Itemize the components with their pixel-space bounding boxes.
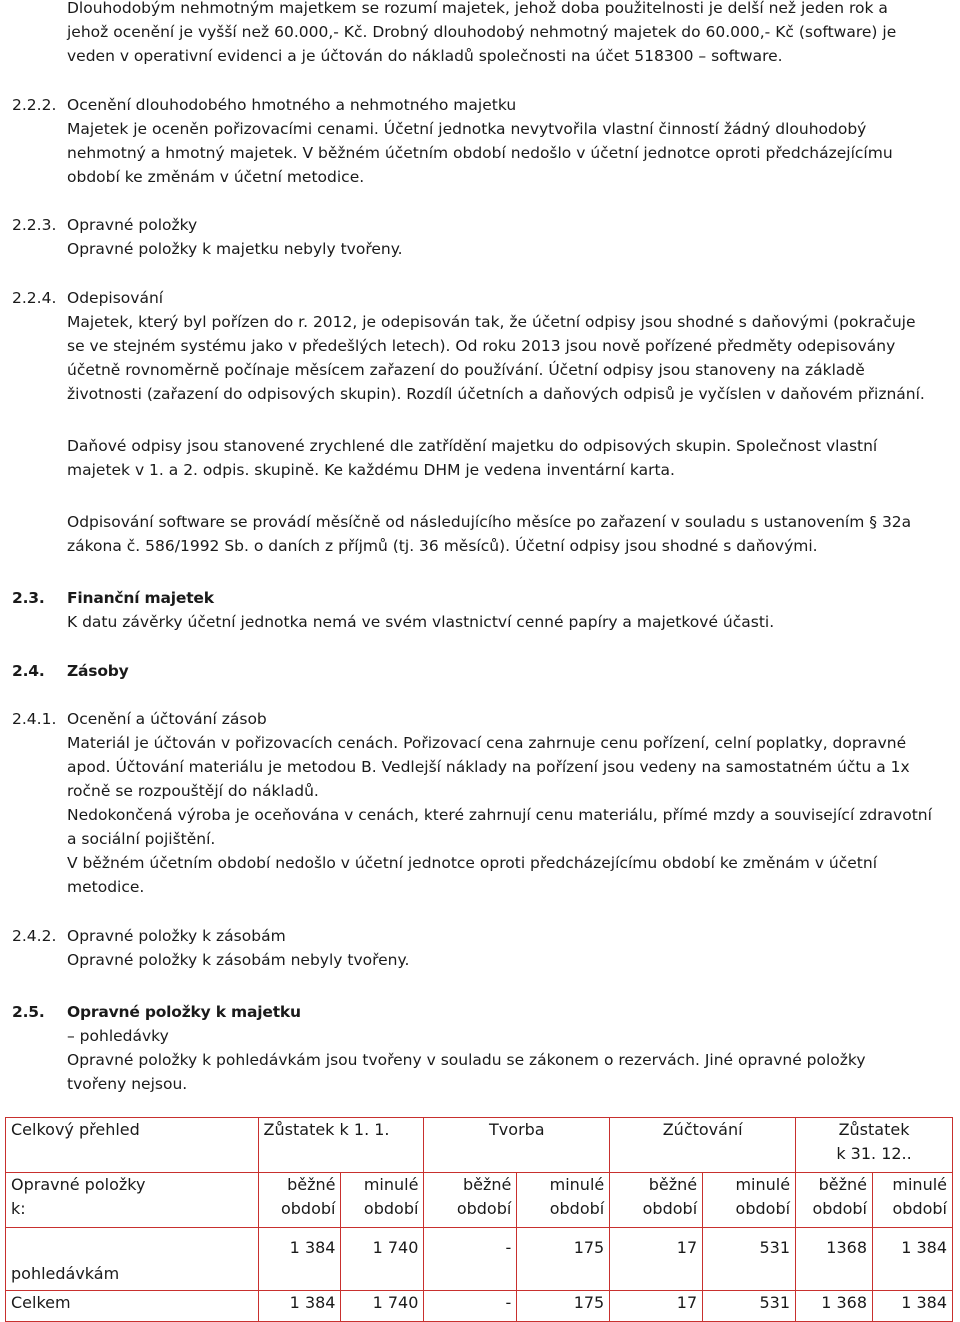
table-cell: 17 — [610, 1228, 703, 1291]
sub-label — [6, 1173, 259, 1228]
table-cell: - — [424, 1228, 517, 1291]
header-opening-balance: Zůstatek k 1. 1. — [258, 1118, 424, 1173]
period-previous: minulé období — [517, 1173, 610, 1228]
section-number-2-3: 2.3. — [12, 589, 45, 607]
table-cell: 1 368 — [796, 1291, 873, 1322]
section-heading-2-5: Opravné položky k majetku — [67, 1003, 301, 1021]
section-number-2-4: 2.4. — [12, 662, 45, 680]
paragraph-line: tvořeny nejsou. — [67, 1075, 188, 1093]
section-number-2-5: 2.5. — [12, 1003, 45, 1021]
table-row-receivables — [6, 1228, 953, 1291]
section-heading-2-2-3: Opravné položky — [67, 216, 198, 234]
sub-label-line1: Opravné položky — [11, 1175, 146, 1194]
section-number-2-2-4: 2.2.4. — [12, 289, 57, 307]
table-cell: 1 384 — [258, 1228, 341, 1291]
paragraph-line: Majetek je oceněn pořizovacími cenami. Účetní jednotka nevytvořila vlastní činností žádný dlouhodobý — [67, 120, 867, 138]
row-label: Celkem — [6, 1291, 259, 1322]
header-closing-balance-line1: Zůstatek — [838, 1120, 910, 1139]
intro-line-3: veden v operativní evidenci a je účtován do nákladů společnosti na účet 518300 – software. — [67, 47, 783, 65]
table-header-row — [6, 1118, 953, 1173]
paragraph-line: majetek v 1. a 2. odpis. skupině. Ke každému DHM je vedena inventární karta. — [67, 461, 675, 479]
sub-label-line2: k: — [11, 1199, 26, 1218]
table-cell: 1 384 — [873, 1228, 953, 1291]
paragraph-line: období ke změnám v účetní metodice. — [67, 168, 365, 186]
header-closing-balance — [796, 1118, 953, 1173]
section-heading-2-2-4: Odepisování — [67, 289, 164, 307]
paragraph-line: V běžném účetním období nedošlo v účetní jednotce oproti předcházejícímu období ke změnám v účetní — [67, 854, 878, 872]
section-number-2-4-2: 2.4.2. — [12, 927, 57, 945]
header-closing-balance-line2: k 31. 12.. — [836, 1144, 912, 1163]
section-number-2-4-1: 2.4.1. — [12, 710, 57, 728]
table-cell: 531 — [703, 1291, 796, 1322]
paragraph-line: a sociální pojištění. — [67, 830, 216, 848]
section-number-2-2-3: 2.2.3. — [12, 216, 57, 234]
table-cell: 1 384 — [873, 1291, 953, 1322]
table-cell: 1 384 — [258, 1291, 341, 1322]
table-cell: - — [424, 1291, 517, 1322]
paragraph-line: zákona č. 586/1992 Sb. o daních z příjmů (tj. 36 měsíců). Účetní odpisy jsou shodné s daňovými. — [67, 537, 818, 555]
section-heading-2-4: Zásoby — [67, 662, 129, 680]
table-cell: 17 — [610, 1291, 703, 1322]
period-current: běžné období — [796, 1173, 873, 1228]
table-row-total — [6, 1291, 953, 1322]
row-label: pohledávkám — [6, 1228, 259, 1291]
paragraph-line: Materiál je účtován v pořizovacích cenách. Pořizovací cena zahrnuje cenu pořízení, celní poplatky, dopravné — [67, 734, 907, 752]
period-previous: minulé období — [703, 1173, 796, 1228]
paragraph-line: se ve stejném systému jako v předešlých letech). Od roku 2013 jsou nově pořízené předměty odepisovány — [67, 337, 896, 355]
period-previous: minulé období — [341, 1173, 424, 1228]
header-settlement: Zúčtování — [610, 1118, 796, 1173]
paragraph-line: K datu závěrky účetní jednotka nemá ve svém vlastnictví cenné papíry a majetkové účasti. — [67, 613, 775, 631]
intro-line-2: jehož ocenění je vyšší než 60.000,- Kč. Drobný dlouhodobý nehmotný majetek do 60.000,- Kč (software) je — [67, 23, 897, 41]
paragraph-line: nehmotný a hmotný majetek. V běžném účetním období nedošlo v účetní jednotce oproti předcházejícímu — [67, 144, 893, 162]
paragraph-line: ročně se rozpouštějí do nákladů. — [67, 782, 319, 800]
overview-table — [5, 1117, 953, 1322]
table-cell: 1 740 — [341, 1228, 424, 1291]
header-overview: Celkový přehled — [6, 1118, 259, 1173]
section-heading-2-4-1: Ocenění a účtování zásob — [67, 710, 267, 728]
header-creation: Tvorba — [424, 1118, 610, 1173]
table-cell: 1 740 — [341, 1291, 424, 1322]
paragraph-line: Opravné položky k pohledávkám jsou tvořeny v souladu se zákonem o rezervách. Jiné opravné položky — [67, 1051, 866, 1069]
section-heading-2-4-2: Opravné položky k zásobám — [67, 927, 286, 945]
section-heading-2-3: Finanční majetek — [67, 589, 214, 607]
period-current: běžné období — [610, 1173, 703, 1228]
paragraph-line: životnosti (zařazení do odpisových skupin). Rozdíl účetních a daňových odpisů je vyčíslen v daňovém přiznání. — [67, 385, 925, 403]
paragraph-line: metodice. — [67, 878, 145, 896]
paragraph-line: apod. Účtování materiálu je metodou B. Vedlejší náklady na pořízení jsou vedeny na samostatném účtu a 1x — [67, 758, 910, 776]
table-subheader-row — [6, 1173, 953, 1228]
period-previous: minulé období — [873, 1173, 953, 1228]
table-cell: 531 — [703, 1228, 796, 1291]
section-number-2-2-2: 2.2.2. — [12, 96, 57, 114]
table-cell: 175 — [517, 1228, 610, 1291]
table-cell: 175 — [517, 1291, 610, 1322]
paragraph-line: Nedokončená výroba je oceňována v cenách, které zahrnují cenu materiálu, přímé mzdy a související zdravotní — [67, 806, 932, 824]
paragraph-line: – pohledávky — [67, 1027, 169, 1045]
table-cell: 1368 — [796, 1228, 873, 1291]
period-current: běžné období — [258, 1173, 341, 1228]
paragraph-line: Majetek, který byl pořízen do r. 2012, je odepisován tak, že účetní odpisy jsou shodné s daňovými (pokračuje — [67, 313, 916, 331]
paragraph-line: Odpisování software se provádí měsíčně od následujícího měsíce po zařazení v souladu s ustanovením § 32a — [67, 513, 912, 531]
paragraph-line: Opravné položky k majetku nebyly tvořeny. — [67, 240, 403, 258]
section-heading-2-2-2: Ocenění dlouhodobého hmotného a nehmotného majetku — [67, 96, 517, 114]
intro-line-1: Dlouhodobým nehmotným majetkem se rozumí majetek, jehož doba použitelnosti je delší než jeden rok a — [67, 0, 888, 17]
paragraph-line: účetně rovnoměrně počínaje měsícem zařazení do používání. Účetní odpisy jsou stanoveny na základě — [67, 361, 865, 379]
paragraph-line: Opravné položky k zásobám nebyly tvořeny. — [67, 951, 410, 969]
period-current: běžné období — [424, 1173, 517, 1228]
paragraph-line: Daňové odpisy jsou stanovené zrychlené dle zatřídění majetku do odpisových skupin. Společnost vlastní — [67, 437, 878, 455]
